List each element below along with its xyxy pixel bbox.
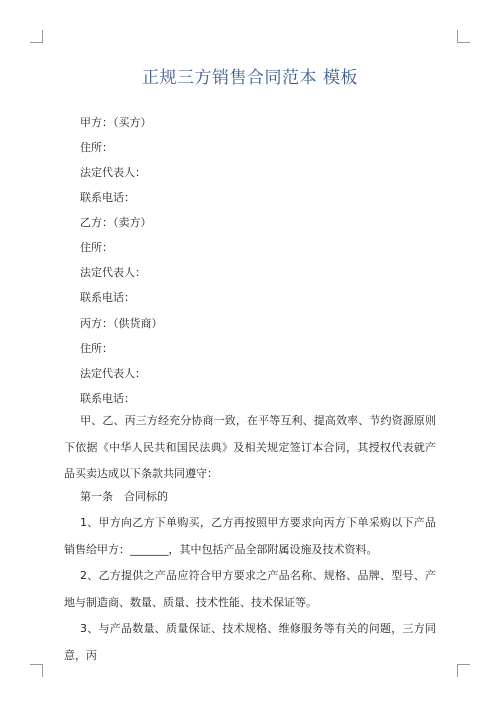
page-corner-mark-top-left — [30, 30, 43, 43]
party-c-address: 住所： — [80, 342, 113, 355]
party-a-phone: 联系电话： — [80, 191, 135, 204]
party-b-label: 乙方：（卖方） — [80, 216, 152, 229]
clause-2 — [64, 563, 436, 616]
party-c-representative: 法定代表人： — [80, 367, 146, 380]
intro-text: 甲、乙、丙三方经充分协商一致，在平等互利、提高效率、节约资源原则下依据《中华人民共和国民法典》及相关规定签订本合同，其授权代表就产品买卖达成以下条款共同遵守： — [64, 414, 436, 480]
page-corner-mark-top-right — [457, 30, 470, 43]
article-1-heading: 第一条 合同标的 — [80, 490, 168, 503]
intro-paragraph — [64, 408, 436, 488]
document-title: 正规三方销售合同范本 模板 — [142, 68, 358, 88]
clause-3-text: 3、与产品数量、质量保证、技术规格、维修服务等有关的问题，三方同意，丙 — [64, 622, 436, 662]
clause-1 — [64, 510, 436, 563]
party-b-address: 住所： — [80, 241, 113, 254]
clause-1-text: 1、甲方向乙方下单购买，乙方再按照甲方要求向丙方下单采购以下产品销售给甲方：_______，其中包括产品全部附属设施及技术资料。 — [64, 516, 436, 556]
party-a-representative: 法定代表人： — [80, 166, 146, 179]
party-a-label: 甲方：（买方） — [80, 116, 152, 129]
party-b-phone: 联系电话： — [80, 291, 135, 304]
party-c-phone: 联系电话： — [80, 392, 135, 405]
party-a-address: 住所： — [80, 141, 113, 154]
party-b-representative: 法定代表人： — [80, 266, 146, 279]
page-corner-mark-bottom-left — [30, 664, 43, 677]
party-c-label: 丙方：（供货商） — [80, 317, 163, 330]
page-corner-mark-bottom-right — [457, 664, 470, 677]
clause-2-text: 2、乙方提供之产品应符合甲方要求之产品名称、规格、品牌、型号、产地与制造商、数量、质量、技术性能、技术保证等。 — [64, 569, 436, 609]
clause-3 — [64, 616, 436, 669]
